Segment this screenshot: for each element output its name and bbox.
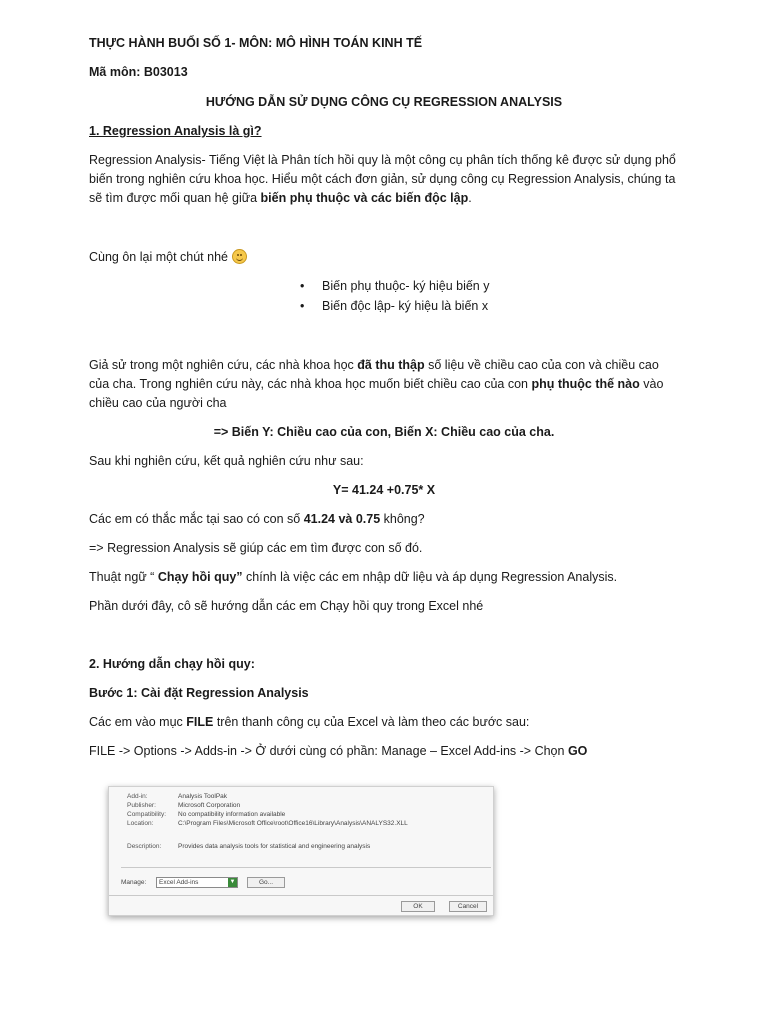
field-value: Microsoft Corporation <box>178 802 241 809</box>
text-run: FILE -> Options -> Adds-in -> Ở dưới cùng có phần: Manage – Excel Add-ins -> Chọn <box>89 744 568 758</box>
question-line <box>89 510 425 529</box>
ok-button[interactable]: OK <box>401 901 435 912</box>
below-line: Phần dưới đây, cô sẽ hướng dẫn các em Chạy hồi quy trong Excel nhé <box>89 599 484 613</box>
text-run: của cha. Trong nghiên cứu này, các nhà khoa học muốn biết chiều cao của con <box>89 377 532 391</box>
intro-paragraph-line1: Regression Analysis- Tiếng Việt là Phân tích hồi quy là một công cụ phân tích thống kê được sử dụng phổ <box>89 153 676 167</box>
bullet-text: Biến phụ thuộc- ký hiệu biến y <box>322 279 490 293</box>
text-run: số liệu về chiều cao của con và chiều cao <box>424 358 659 372</box>
text-run: Giả sử trong một nghiên cứu, các nhà khoa học <box>89 358 358 372</box>
text-run: Thuật ngữ “ <box>89 570 158 584</box>
field-label: Add-in: <box>127 793 148 800</box>
description-row <box>127 843 370 850</box>
result-intro: Sau khi nghiên cứu, kết quả nghiên cứu như sau: <box>89 454 364 468</box>
answer-line: => Regression Analysis sẽ giúp các em tìm được con số đó. <box>89 541 423 555</box>
manage-select-value: Excel Add-ins <box>159 879 199 886</box>
text-run: . <box>468 191 472 205</box>
field-value: Provides data analysis tools for statistical and engineering analysis <box>178 843 371 850</box>
menu-path <box>89 742 587 761</box>
bullet-text: Biến độc lập- ký hiệu là biến x <box>322 299 489 313</box>
divider <box>121 867 491 868</box>
text-run: trên thanh công cụ của Excel và làm theo các bước sau: <box>213 715 530 729</box>
field-value: C:\Program Files\Microsoft Office\root\Office16\Library\Analysis\ANALYS32.XLL <box>178 820 408 827</box>
field-label: Compatibility: <box>127 811 167 818</box>
bold-run: GO <box>567 744 588 758</box>
bullet-icon: • <box>300 299 305 313</box>
step1-text <box>89 713 529 732</box>
section2-heading: 2. Hướng dẫn chạy hồi quy: <box>89 657 255 671</box>
bold-run: 41.24 và 0.75 <box>303 512 381 526</box>
term-line <box>89 568 617 587</box>
publisher-row <box>127 802 240 809</box>
example-paragraph-line2 <box>89 375 663 394</box>
guide-title: HƯỚNG DẪN SỬ DỤNG CÔNG CỤ REGRESSION ANALYSIS <box>205 95 563 109</box>
dropdown-arrow-icon[interactable]: ▼ <box>229 879 236 885</box>
text-run: chính là việc các em nhập dữ liệu và áp dụng Regression Analysis. <box>242 570 618 584</box>
intro-paragraph-line3 <box>89 189 472 208</box>
cancel-button[interactable]: Cancel <box>449 901 487 912</box>
text-run: Các em có thắc mắc tại sao có con số <box>89 512 304 526</box>
bullet-item <box>300 277 489 296</box>
review-line <box>89 248 247 267</box>
bold-run: phụ thuộc thế nào <box>531 377 640 391</box>
manage-label: Manage: <box>121 879 147 886</box>
compatibility-row <box>127 811 285 818</box>
field-value: No compatibility information available <box>178 811 286 818</box>
field-label: Description: <box>127 843 162 850</box>
text-run: không? <box>380 512 425 526</box>
location-row <box>127 820 408 827</box>
example-paragraph-line3: chiều cao của người cha <box>89 396 227 410</box>
manage-select[interactable] <box>156 877 238 888</box>
text-run: vào <box>639 377 664 391</box>
bold-run: FILE <box>186 715 214 729</box>
step1-heading: Bước 1: Cài đặt Regression Analysis <box>89 686 309 700</box>
divider <box>109 895 493 896</box>
text-run: Các em vào mục <box>89 715 187 729</box>
bold-run: Chạy hồi quy” <box>157 570 243 584</box>
bullet-icon: • <box>300 279 305 293</box>
field-label: Location: <box>127 820 154 827</box>
section1-heading: 1. Regression Analysis là gì? <box>89 124 262 138</box>
document-title: THỰC HÀNH BUỔI SỐ 1- MÔN: MÔ HÌNH TOÁN KINH TẾ <box>89 36 423 50</box>
addin-row <box>127 793 227 800</box>
bold-run: đã thu thập <box>357 358 425 372</box>
intro-paragraph-line2: biến trong nghiên cứu khoa học. Hiểu một cách đơn giản, sử dụng công cụ Regression Analysis, chúng ta <box>89 172 676 186</box>
review-text: Cùng ôn lại một chút nhé <box>89 250 228 264</box>
field-value: Analysis ToolPak <box>178 793 228 800</box>
smiley-icon <box>232 249 247 264</box>
regression-equation: Y= 41.24 +0.75* X <box>332 483 436 497</box>
field-label: Publisher: <box>127 802 156 809</box>
addins-dialog-screenshot <box>108 786 494 916</box>
go-button[interactable]: Go... <box>247 877 285 888</box>
text-run: sẽ tìm được mối quan hệ giữa <box>89 191 261 205</box>
course-code: Mã môn: B03013 <box>89 65 188 79</box>
variables-line: => Biến Y: Chiều cao của con, Biến X: Chiều cao của cha. <box>213 425 555 439</box>
bold-run: biến phụ thuộc và các biến độc lập <box>260 191 469 205</box>
bullet-item <box>300 297 488 316</box>
example-paragraph-line1 <box>89 356 659 375</box>
